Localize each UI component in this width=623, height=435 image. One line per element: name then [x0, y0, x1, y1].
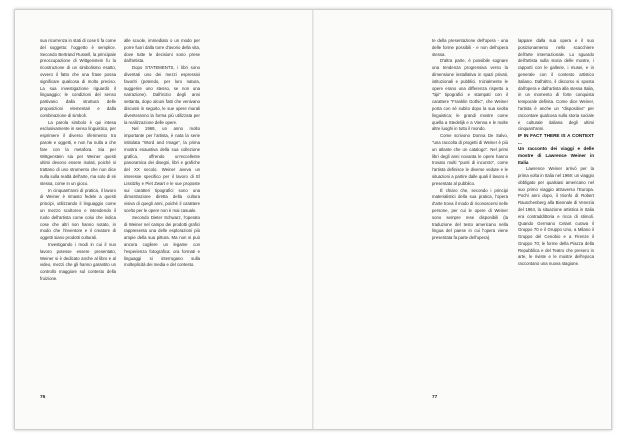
paragraph: Secondo Dieter Schwarz, l'operato di Weiner nel campo dei prodotti grafici rappresenta una delle esplorazioni più ampie della sua pittura. Ma non si può ancora cogliere un legame con l'esperienza fotografica: ora formati e linguaggi si interrogano sulla molteplicità dei media e del contesto.: [124, 214, 200, 268]
paragraph: alle scuole, immediato o un modo per porre fuori dalla torre d'avorio della vita, dove tutte le decisioni sono prese dall'artista.: [124, 38, 200, 64]
paragraph: sua ricorrenza in stati di cose ti fa come del soggetto: l'oggetto è semplice. Secondo Bertrand Russell, la principale preoccupazione di Wittgenstein fu la ricostruzione di un simbolismo esatto, ovvero il fatto che una frase possa significare qualcosa di molto preciso. La sua investigazione riguardò il linguaggio; le condizioni del senso partivano dalla struttura delle proposizioni elementari e dalla combinazione di simboli.: [40, 38, 116, 118]
right-page-column-1: [432, 38, 508, 393]
paragraph: Dopo STATEMENTS, i libri sono diventati uno dei mezzi espressivi favoriti (potendo, per loro natura, suggerire uno stesso, se non una narrazione). Dall'inizio degli anni settanta, dopo alcuni fatti che venivano discussi in seguito, le sue opere murali diventeranno la forma più utilizzata per la realizzazione delle opere.: [124, 65, 200, 125]
section-subheading: Un racconto dei viaggi e delle mostre di Lawrence Weiner in Italia: [518, 146, 594, 165]
right-page: [314, 10, 611, 429]
paragraph: Investigando i modi in cui il suo lavoro potesse essere presentato, Weiner si è dedicato anche al libro e al video, mezzi che gli hanno garantito un controllo maggiore sul contesto della fruizione.: [40, 241, 116, 281]
page-number: 76: [40, 395, 46, 400]
left-page: [15, 10, 312, 429]
paragraph: Lawrence Weiner arrivò per la prima volta in Italia nel 1969: un viaggio obbligato per qualsiasi americano nel suo primo viaggio attraverso l'Europa. Pochi anni dopo, il trionfo di Robert Rauschenberg alla Biennale di Venezia del 1964, la situazione artistica in Italia era contraddittoria e ricca di stimoli. Quando Germano Celant curava il Gruppo 70 e il Gruppo Uno, a Milano il Gruppo del Cenobio e a Firenze il Gruppo 70; le forme della Piazza della Repubblica e del Teatro che presero in arte, le riviste e le mostre dell'epoca raccontano una nuova stagione.: [518, 166, 594, 267]
paragraph: Come scrivono Donna De Salvo, "una raccolta di progetti di Weiner è più un atlante che un catalogo". Nel primi libri degli anni novanta le opere hanno trovato molti "punti di incontro", come l'artista definisce le diverse vedute e le situazioni a partire dalle quali il lavoro è presentato al pubblico.: [432, 133, 508, 186]
paragraph: te della presentazione dell'opera - una delle forme possibili - e non dell'opera stessa.: [432, 38, 508, 57]
book-spread: [14, 9, 612, 430]
paragraph: Nel 1968, un anno molto importante per l'artista, è nata la serie intitolata "Word and Image", la prima mostra esaustiva della sua collezione grafica, offrendo un'eccellente panoramica dei disegni, libri e grafiche del XX secolo. Weiner aveva un interesse specifico per il lavoro di El Lissitzky e Piet Zwart e le sue proposte sui caratteri tipografici sono una dimostrazione diretta della cultura visiva di quegli anni, poiché il carattere scelto per le opere non è mai casuale.: [124, 126, 200, 213]
paragraph: È chiaro che, secondo i principi materialistici della sua pratica, l'opera d'arte trova il modo di riconoscersi nelle persone, per cui le opere di Weiner sono sempre rese disponibili (la traduzione del testo americano nella lingua del paese in cui l'opera viene presentata fa parte dell'opera).: [432, 187, 508, 241]
paragraph: D'altra parte, è possibile sognare una tendenza progressiva verso la dimensione installativa in spazi privati, istituzionali e pubblici. Inizialmente le opere erano una differenza rispetto a "tipi" tipografici e stampati con il carattere "Franklin Gothic", che Weiner porta con sé subito dopo la sua svolta linguistica; le grandi mostre come quella a Stedelijk e a Vienna e le molte altre luoghi in tutto il mondo.: [432, 58, 508, 132]
page-number: 77: [432, 395, 438, 400]
left-page-column-2: [124, 38, 200, 393]
paragraph: lappare dalla sua opera e il suo posizionamento nello scacchiere dell'arte internazionale. Lo sguardo dell'artista sulla storia delle mostre, i rapporti con le gallerie, i musei, e in generale con il contesto artistico italiano. Dall'altro, il discorso si sposta dall'opera e dall'artista alla stessa Italia, in un momento di forte conquista temporale definita. Come dice Weiner, l'artista è anche un "dispositivo" per raccontare qualcosa sulla storia sociale e culturale italiana degli ultimi cinquant'anni.: [518, 38, 594, 132]
paragraph: In cinquant'anni di pratica, il lavoro di Weiner è rimasto fedele a questi principi, utilizzando il linguaggio come un mezzo scultoreo e intendendo il ruolo dell'artista come colui che indica cose che altri non hanno notato, in modo che l'inventore e il creatore di oggetti siano prodotti culturali.: [40, 187, 116, 241]
paragraph: La parola simbolo è qui intesa esclusivamente in senso linguistico, per esprimere il diverso riferimento tra parole e oggetti, e non ha nulla a che fare con la metafora. Sia per Wittgenstein sia per Weiner questi ultimi devono essere isolati, poiché si trattano di uno strumento che non dice nulla sulla realtà dell'arte, ma solo di sé stessa, come in un gioco.: [40, 119, 116, 186]
section-heading: IF IN FACT THERE IS A CONTEXT ...: [518, 133, 594, 145]
right-page-column-2: [518, 38, 594, 393]
left-page-column-1: [40, 38, 116, 393]
